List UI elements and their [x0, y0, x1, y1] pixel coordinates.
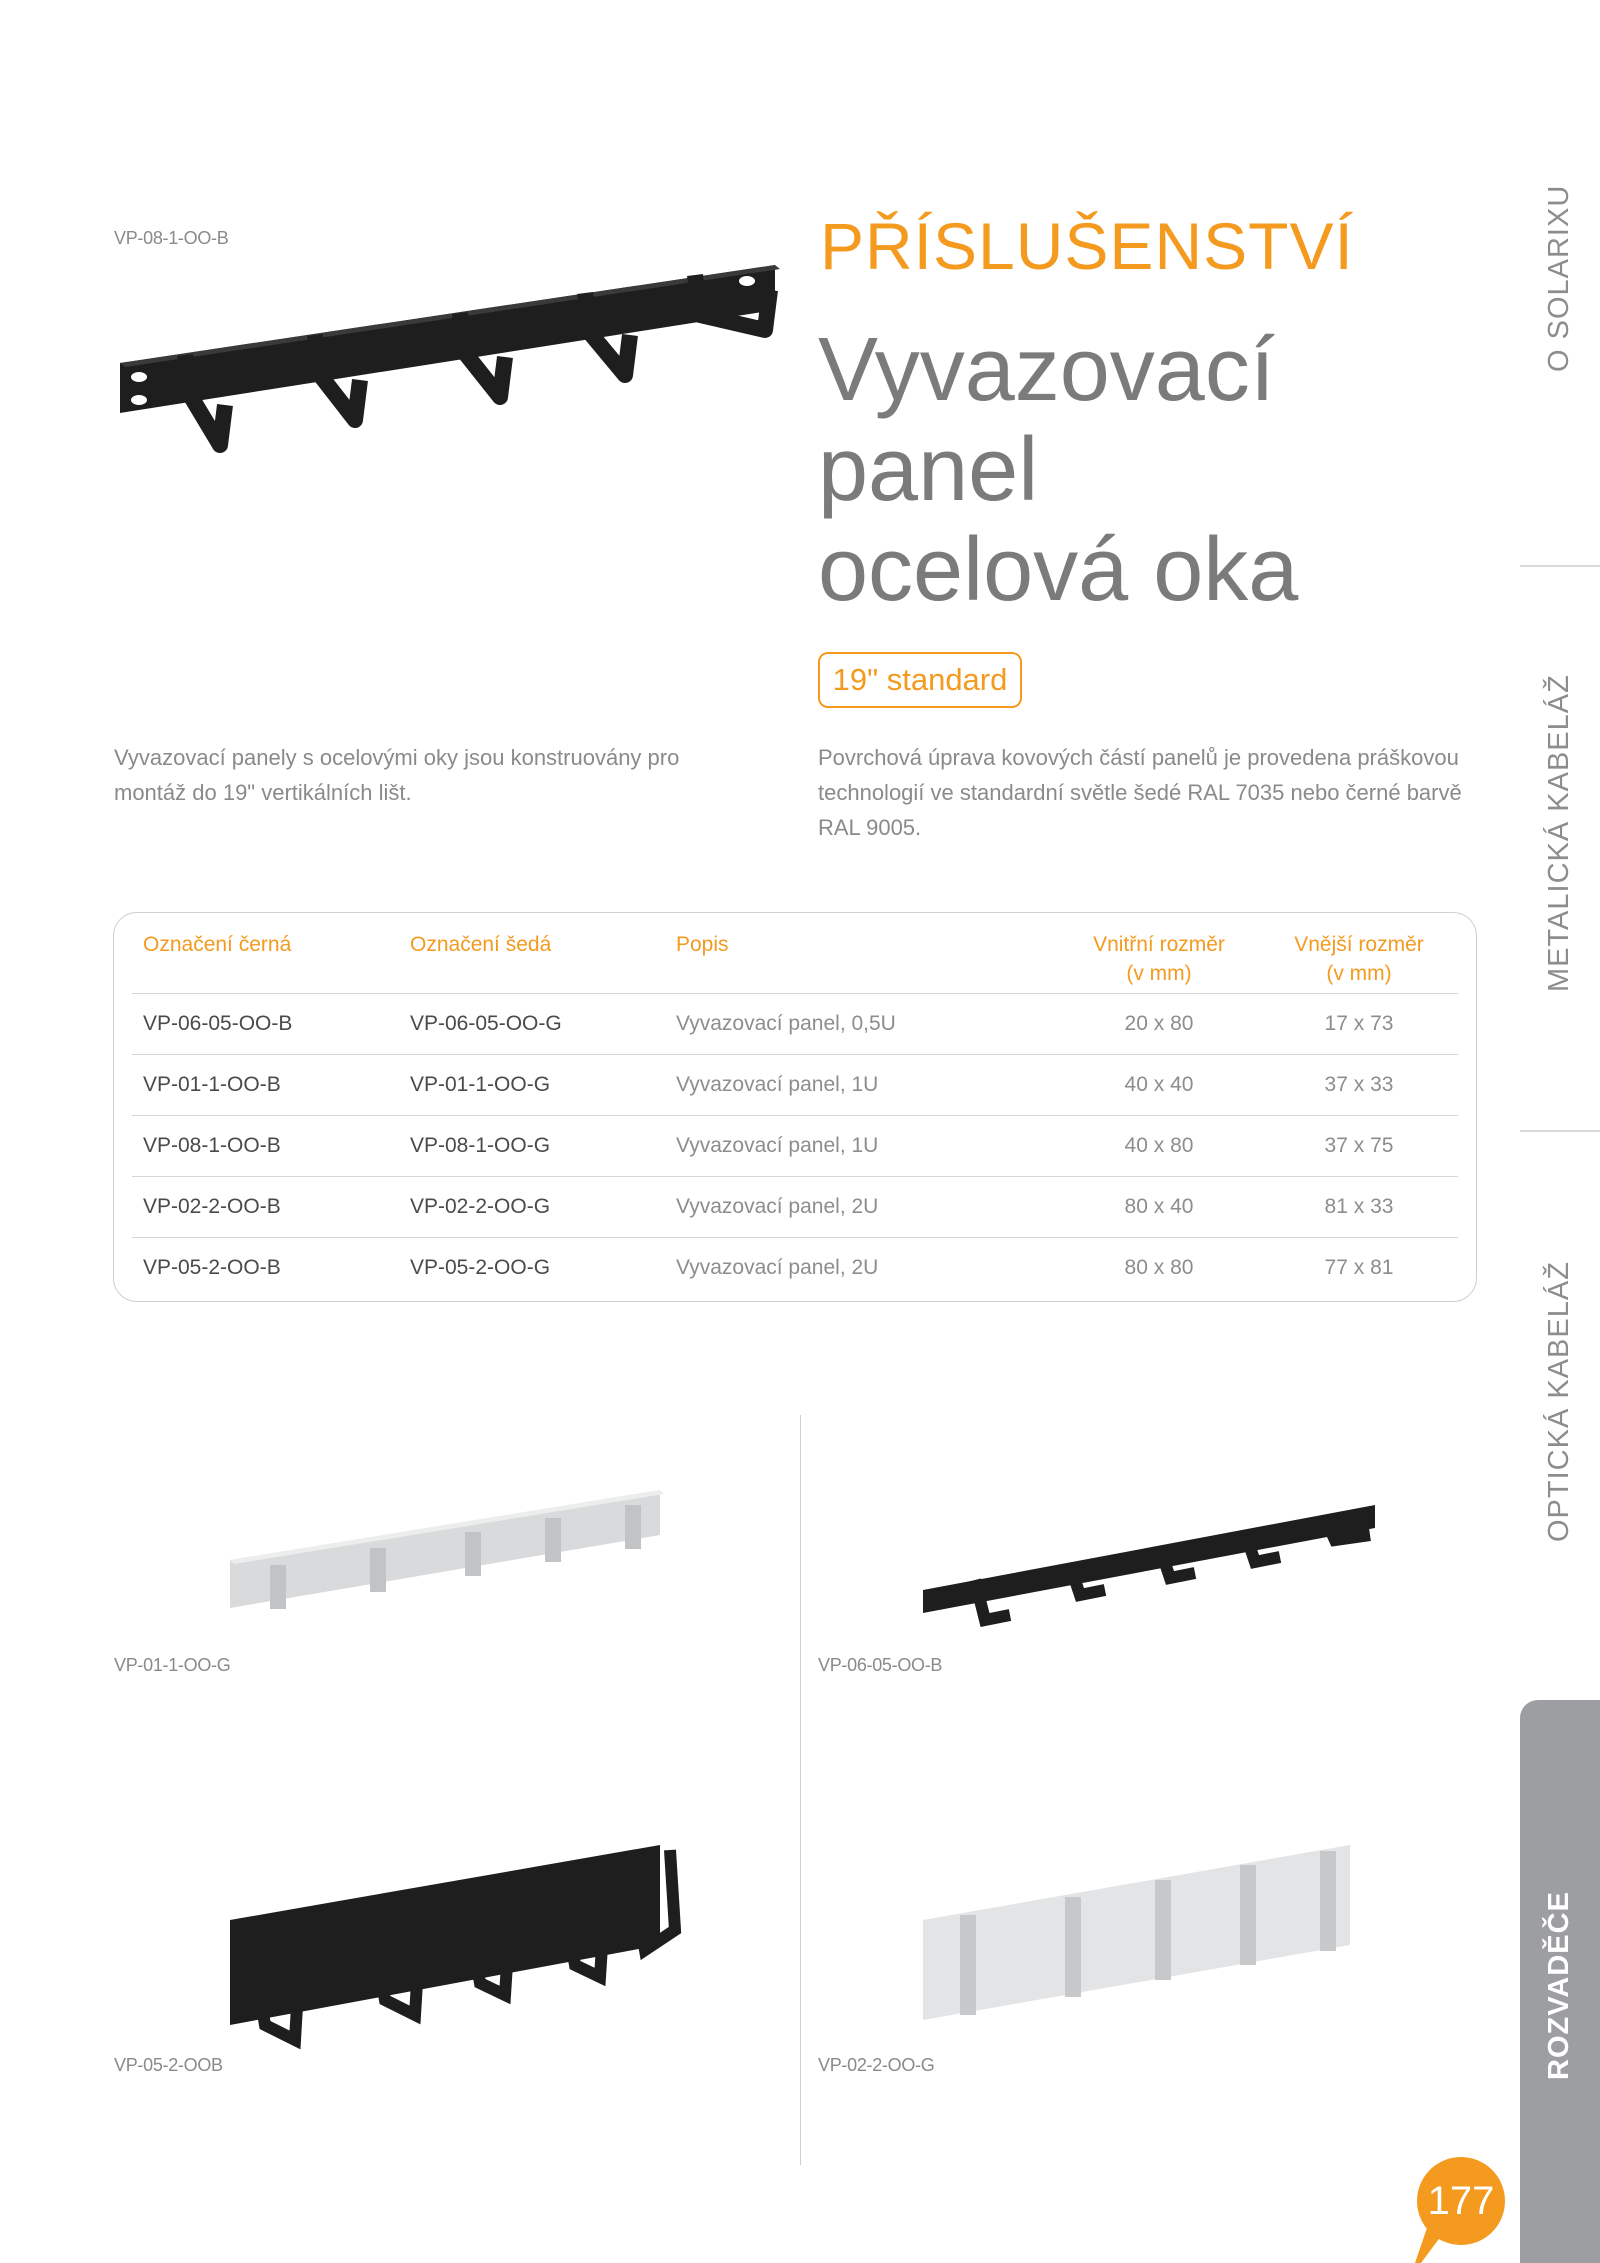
table-cell-grey-code: VP-01-1-OO-G — [410, 1073, 551, 1096]
tab-o-solarixu[interactable]: O SOLARIXU — [1543, 184, 1575, 372]
table-cell-description: Vyvazovací panel, 0,5U — [676, 1012, 896, 1035]
row-divider — [132, 1115, 1458, 1116]
table-cell-black-code: VP-05-2-OO-B — [143, 1256, 281, 1279]
title-line-2: ocelová oka — [818, 520, 1299, 620]
product-image-grey-2u — [915, 1835, 1365, 2035]
tab-separator — [1520, 565, 1600, 567]
row-divider — [132, 1176, 1458, 1177]
tab-opticka-kabelaz[interactable]: OPTICKÁ KABELÁŽ — [1543, 1261, 1575, 1542]
row-divider — [132, 1237, 1458, 1238]
intro-right-paragraph: Povrchová úprava kovových částí panelů je provedena práškovou technologií ve standardní světle šedé RAL 7035 nebo černé barvě RAL 9005. — [818, 745, 1462, 840]
table-cell-inner-size: 40 x 40 — [1124, 1073, 1194, 1096]
caption-grey-2u: VP-02-2-OO-G — [818, 2055, 935, 2075]
standard-badge: 19" standard — [818, 652, 1022, 708]
caption-black-05u: VP-06-05-OO-B — [818, 1655, 943, 1675]
table-cell-description: Vyvazovací panel, 1U — [676, 1134, 879, 1157]
product-image-black-2u — [220, 1835, 690, 2055]
table-cell-grey-code: VP-06-05-OO-G — [410, 1012, 562, 1035]
caption-grey-1u: VP-01-1-OO-G — [114, 1655, 231, 1675]
table-cell-description: Vyvazovací panel, 2U — [676, 1195, 879, 1218]
header-inner-size-unit: (v mm) — [1126, 962, 1192, 985]
intro-left-paragraph: Vyvazovací panely s ocelovými oky jsou konstruovány pro montáž do 19" vertikálních lišt. — [114, 745, 680, 805]
section-sidebar — [1520, 0, 1600, 2263]
product-code-caption: VP-08-1-OO-B — [114, 228, 229, 248]
spec-table — [113, 912, 1477, 1302]
tab-metalicka-kabelaz[interactable]: METALICKÁ KABELÁŽ — [1543, 674, 1575, 992]
header-grey-code: Označení šedá — [410, 933, 552, 956]
tab-rozvadece-label: ROZVADĚČE — [1543, 1891, 1575, 2080]
table-cell-inner-size: 40 x 80 — [1124, 1134, 1194, 1157]
row-divider — [132, 993, 1458, 994]
table-cell-black-code: VP-06-05-OO-B — [143, 1012, 293, 1035]
table-cell-description: Vyvazovací panel, 2U — [676, 1256, 879, 1279]
header-black-code: Označení černá — [143, 933, 292, 956]
table-cell-outer-size: 37 x 75 — [1324, 1134, 1394, 1157]
header-outer-size-label: Vnější rozměr — [1294, 933, 1424, 956]
table-cell-grey-code: VP-05-2-OO-G — [410, 1256, 551, 1279]
header-inner-size — [1079, 930, 1239, 988]
table-cell-outer-size: 37 x 33 — [1324, 1073, 1394, 1096]
tab-rozvadece-active[interactable] — [1520, 1700, 1600, 2263]
page-title — [818, 320, 1518, 620]
tab-separator — [1520, 1130, 1600, 1132]
row-divider — [132, 1054, 1458, 1055]
header-outer-size-unit: (v mm) — [1326, 962, 1392, 985]
table-cell-black-code: VP-01-1-OO-B — [143, 1073, 281, 1096]
table-cell-outer-size: 17 x 73 — [1324, 1012, 1394, 1035]
table-cell-inner-size: 20 x 80 — [1124, 1012, 1194, 1035]
header-inner-size-label: Vnitřní rozměr — [1093, 933, 1225, 956]
product-image-black-1u — [115, 245, 785, 485]
table-cell-inner-size: 80 x 80 — [1124, 1256, 1194, 1279]
gallery-divider — [800, 1415, 801, 2165]
table-cell-black-code: VP-08-1-OO-B — [143, 1134, 281, 1157]
table-cell-black-code: VP-02-2-OO-B — [143, 1195, 281, 1218]
product-image-grey-1u — [220, 1480, 670, 1640]
header-description: Popis — [676, 933, 729, 956]
title-line-1: Vyvazovací panel — [818, 320, 1275, 520]
category-heading: PŘÍSLUŠENSTVÍ — [820, 209, 1354, 283]
table-cell-description: Vyvazovací panel, 1U — [676, 1073, 879, 1096]
caption-black-2u: VP-05-2-OOB — [114, 2055, 223, 2075]
table-cell-outer-size: 77 x 81 — [1324, 1256, 1394, 1279]
table-cell-outer-size: 81 x 33 — [1324, 1195, 1394, 1218]
product-image-black-05u — [915, 1480, 1385, 1640]
table-cell-grey-code: VP-08-1-OO-G — [410, 1134, 551, 1157]
page-number: 177 — [1417, 2157, 1505, 2245]
table-cell-grey-code: VP-02-2-OO-G — [410, 1195, 551, 1218]
header-outer-size — [1279, 930, 1439, 988]
table-cell-inner-size: 80 x 40 — [1124, 1195, 1194, 1218]
